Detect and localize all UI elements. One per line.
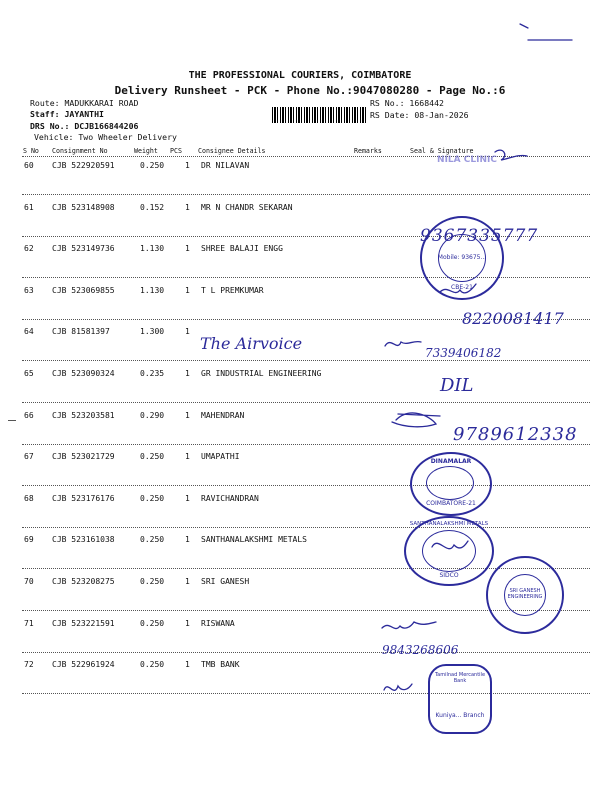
row-consignee: SHREE BALAJI ENGG — [201, 244, 283, 253]
row-consignment-no: CJB 523203581 — [52, 411, 115, 420]
row-consignee: MAHENDRAN — [201, 411, 245, 420]
row-sno: 72 — [24, 660, 34, 669]
row-consignee: RISWANA — [201, 619, 235, 628]
clinic-round-stamp — [420, 216, 504, 300]
row-sno: 71 — [24, 619, 34, 628]
row-consignment-no: CJB 523176176 — [52, 494, 115, 503]
row-weight: 0.250 — [140, 161, 165, 170]
row-weight: 0.250 — [140, 494, 165, 503]
row-pcs: 1 — [185, 452, 190, 461]
row-consignee: RAVICHANDRAN — [201, 494, 259, 503]
row-weight: 0.250 — [140, 619, 165, 628]
row-consignee: DR NILAVAN — [201, 161, 250, 170]
route-label: Route: MADUKKARAI ROAD — [30, 98, 139, 108]
nila-clinic-stamp — [392, 156, 542, 191]
row-weight: 0.250 — [140, 535, 165, 544]
row-weight: 0.235 — [140, 369, 165, 378]
col-consignee: Consignee Details — [198, 147, 266, 155]
row-sno: 62 — [24, 244, 34, 253]
row-consignment-no: CJB 523208275 — [52, 577, 115, 586]
row-sno: 61 — [24, 203, 34, 212]
row-pcs: 1 — [185, 577, 190, 586]
row-sno: 64 — [24, 327, 34, 336]
row-consignee: GR INDUSTRIAL ENGINEERING — [201, 369, 322, 378]
row-sno: 69 — [24, 535, 34, 544]
rs-number: RS No.: 1668442 — [370, 98, 444, 108]
handwritten-consignee: The Airvoice — [200, 334, 303, 353]
row-consignee: TMB BANK — [201, 660, 240, 669]
santhanalakshmi-stamp — [404, 516, 494, 586]
col-sno: S No — [23, 147, 39, 155]
row-pcs: 1 — [185, 244, 190, 253]
row-weight: 1.130 — [140, 244, 165, 253]
pen-mark — [520, 24, 528, 28]
tmb-name: Tamilnad Mercantile Bank — [434, 672, 486, 684]
row-consignee: MR N CHANDR SEKARAN — [201, 203, 293, 212]
dinamalar-city: COIMBATORE-21 — [426, 500, 476, 507]
row-sno: 63 — [24, 286, 34, 295]
santhanalakshmi-name: SANTHANALAKSHMI METALS — [409, 521, 489, 527]
drs-label: DRS No.: DCJB166844206 — [30, 121, 139, 131]
row-pcs: 1 — [185, 286, 190, 295]
nila-clinic-name: NILA CLINIC — [437, 155, 497, 165]
sri-ganesh-name: SRI GANESH ENGINEERING — [507, 588, 543, 600]
row-consignment-no: CJB 523149736 — [52, 244, 115, 253]
handwritten-phone: 9789612338 — [453, 424, 578, 445]
row-pcs: 1 — [185, 161, 190, 170]
handwritten-phone: 7339406182 — [425, 346, 502, 360]
row-pcs: 1 — [185, 327, 190, 336]
row-consignment-no: CJB 522961924 — [52, 660, 115, 669]
row-consignment-no: CJB 81581397 — [52, 327, 110, 336]
signature-row71 — [382, 622, 436, 629]
row-consignment-no: CJB 523021729 — [52, 452, 115, 461]
row-consignment-no: CJB 523161038 — [52, 535, 115, 544]
margin-mark — [8, 420, 16, 421]
row-consignment-no: CJB 523221591 — [52, 619, 115, 628]
row-weight: 1.300 — [140, 327, 165, 336]
signature-row72 — [384, 684, 412, 690]
sidco-text: SIDCO — [439, 572, 459, 579]
row-weight: 0.250 — [140, 660, 165, 669]
company-title: THE PROFESSIONAL COURIERS, COIMBATORE — [188, 70, 412, 81]
vehicle-label: Vehicle: Two Wheeler Delivery — [34, 132, 177, 142]
row-sno: 68 — [24, 494, 34, 503]
row-pcs: 1 — [185, 619, 190, 628]
row-consignee: SANTHANALAKSHMI METALS — [201, 535, 307, 544]
row-consignee: T L PREMKUMAR — [201, 286, 264, 295]
row-weight: 1.130 — [140, 286, 165, 295]
handwritten-phone: 9367335777 — [420, 226, 539, 246]
handwritten-phone: 9843268606 — [382, 643, 459, 657]
row-weight: 0.250 — [140, 577, 165, 586]
handwritten-phone: 8220081417 — [462, 309, 564, 328]
col-remarks: Remarks — [354, 147, 382, 155]
sri-ganesh-stamp — [486, 556, 564, 634]
tmb-stamp — [428, 664, 492, 734]
row-consignee: UMAPATHI — [201, 452, 240, 461]
signature-row66 — [392, 413, 440, 427]
row-consignment-no: CJB 523090324 — [52, 369, 115, 378]
row-weight: 0.152 — [140, 203, 165, 212]
row-sno: 70 — [24, 577, 34, 586]
row-sno: 67 — [24, 452, 34, 461]
rs-date: RS Date: 08-Jan-2026 — [370, 110, 469, 120]
row-weight: 0.290 — [140, 411, 165, 420]
row-pcs: 1 — [185, 494, 190, 503]
dinamalar-name: DINAMALAR — [430, 458, 472, 465]
row-sno: 65 — [24, 369, 34, 378]
row-consignment-no: CJB 523069855 — [52, 286, 115, 295]
stamp-cbe: CBE-21 — [451, 284, 473, 291]
dinamalar-stamp — [410, 452, 492, 516]
row-weight: 0.250 — [140, 452, 165, 461]
col-weight: Weight — [134, 147, 158, 155]
row-consignee: SRI GANESH — [201, 577, 250, 586]
tmb-branch: Kuniya... Branch — [435, 712, 485, 719]
row-pcs: 1 — [185, 411, 190, 420]
row-sno: 66 — [24, 411, 34, 420]
row-pcs: 1 — [185, 203, 190, 212]
row-consignment-no: CJB 523148908 — [52, 203, 115, 212]
row-pcs: 1 — [185, 535, 190, 544]
col-pcs: PCS — [170, 147, 182, 155]
col-seal-signature: Seal & Signature — [410, 147, 474, 155]
signature-row64 — [385, 342, 421, 346]
row-sno: 60 — [24, 161, 34, 170]
row-pcs: 1 — [185, 369, 190, 378]
col-consignment: Consignment No — [52, 147, 108, 155]
runsheet-title: Delivery Runsheet - PCK - Phone No.:9047080280 - Page No.:6 — [114, 84, 506, 97]
staff-label: Staff: JAYANTHI — [30, 109, 104, 119]
stamp-mobile: Mobile: 93675... — [437, 254, 487, 261]
row-pcs: 1 — [185, 660, 190, 669]
handwritten-note: DIL — [440, 375, 474, 396]
row-consignment-no: CJB 522920591 — [52, 161, 115, 170]
